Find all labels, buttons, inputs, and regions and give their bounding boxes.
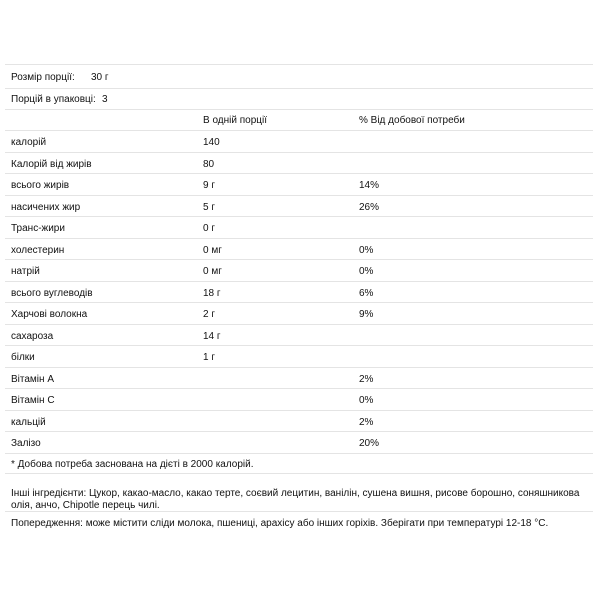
nutrient-name: сахароза — [11, 330, 54, 342]
nutrient-name: насичених жир — [11, 201, 81, 213]
footnote-divider — [5, 473, 593, 474]
nutrient-name: калорій — [11, 137, 47, 148]
nutrient-amount: 5 г — [203, 201, 215, 213]
nutrient-name: всього жирів — [11, 180, 70, 191]
nutrient-amount: 80 — [203, 158, 215, 170]
nutrient-daily-value: 0% — [359, 395, 374, 406]
table-row — [5, 238, 593, 261]
nutrient-daily-value: 26% — [359, 201, 380, 213]
ingredients-divider — [5, 511, 593, 512]
table-top-border — [5, 64, 593, 65]
nutrient-amount: 0 г — [203, 223, 215, 234]
daily-value-header: % Від добової потреби — [359, 115, 465, 126]
nutrient-amount: 14 г — [203, 330, 221, 342]
ingredients — [11, 488, 589, 512]
table-row — [5, 259, 593, 282]
nutrient-name: Харчові волокна — [11, 309, 88, 320]
footnote: * Добова потреба заснована на дієті в 2000 калорій. — [11, 459, 254, 470]
servings-per-package-label: Порцій в упаковці: — [11, 94, 96, 105]
nutrient-name: Калорій від жирів — [11, 158, 92, 170]
table-row — [5, 324, 593, 347]
nutrient-daily-value: 0% — [359, 244, 374, 256]
nutrient-name: холестерин — [11, 244, 65, 256]
nutrient-name: білки — [11, 352, 35, 363]
nutrient-amount: 140 — [203, 137, 220, 148]
nutrient-name: Вітамін A — [11, 373, 54, 385]
table-header-row — [5, 109, 593, 131]
nutrient-daily-value: 2% — [359, 373, 374, 385]
table-row — [5, 130, 593, 153]
nutrient-daily-value: 14% — [359, 180, 380, 191]
ingredients-label: Інші інгредієнти: — [11, 488, 87, 499]
ingredients-text: Цукор, какао-масло, какао терте, соєвий лецитин, ванілін, сушена вишня, рисове борошно, соняшникова олія, анчо, Chipotle перець чилі. — [11, 488, 580, 511]
table-row — [5, 173, 593, 196]
nutrient-amount: 9 г — [203, 180, 215, 191]
table-row — [5, 388, 593, 411]
per-serving-header: В одній порції — [203, 115, 267, 126]
nutrient-name: кальцій — [11, 416, 46, 428]
nutrient-name: всього вуглеводів — [11, 287, 93, 299]
servings-per-package-row — [5, 88, 593, 110]
warning — [11, 518, 589, 530]
nutrient-name: натрій — [11, 266, 40, 277]
table-row — [5, 302, 593, 325]
nutrient-daily-value: 20% — [359, 438, 380, 449]
nutrient-name: Транс-жири — [11, 223, 65, 234]
table-row — [5, 431, 593, 454]
servings-per-package-value: 3 — [102, 94, 108, 105]
table-row — [5, 195, 593, 218]
nutrient-daily-value: 9% — [359, 309, 374, 320]
table-row — [5, 410, 593, 433]
serving-size-value: 30 г — [91, 72, 109, 83]
serving-size-row — [5, 66, 593, 89]
warning-label: Попередження: — [11, 518, 83, 529]
nutrient-amount: 0 мг — [203, 266, 222, 277]
table-row — [5, 152, 593, 175]
nutrient-amount: 1 г — [203, 352, 215, 363]
table-row — [5, 345, 593, 368]
table-row — [5, 281, 593, 304]
nutrient-amount: 2 г — [203, 309, 215, 320]
nutrient-amount: 18 г — [203, 287, 221, 299]
nutrient-name: Залізо — [11, 438, 41, 449]
table-row — [5, 216, 593, 239]
nutrient-daily-value: 0% — [359, 266, 374, 277]
nutrient-name: Вітамін C — [11, 395, 55, 406]
table-row — [5, 367, 593, 390]
warning-text: може містити сліди молока, пшениці, арахісу або інших горіхів. Зберігати при температурі 12-18 °C. — [85, 518, 549, 529]
nutrient-daily-value: 6% — [359, 287, 374, 299]
nutrient-amount: 0 мг — [203, 244, 222, 256]
serving-size-label: Розмір порції: — [11, 72, 75, 83]
nutrient-daily-value: 2% — [359, 416, 374, 428]
